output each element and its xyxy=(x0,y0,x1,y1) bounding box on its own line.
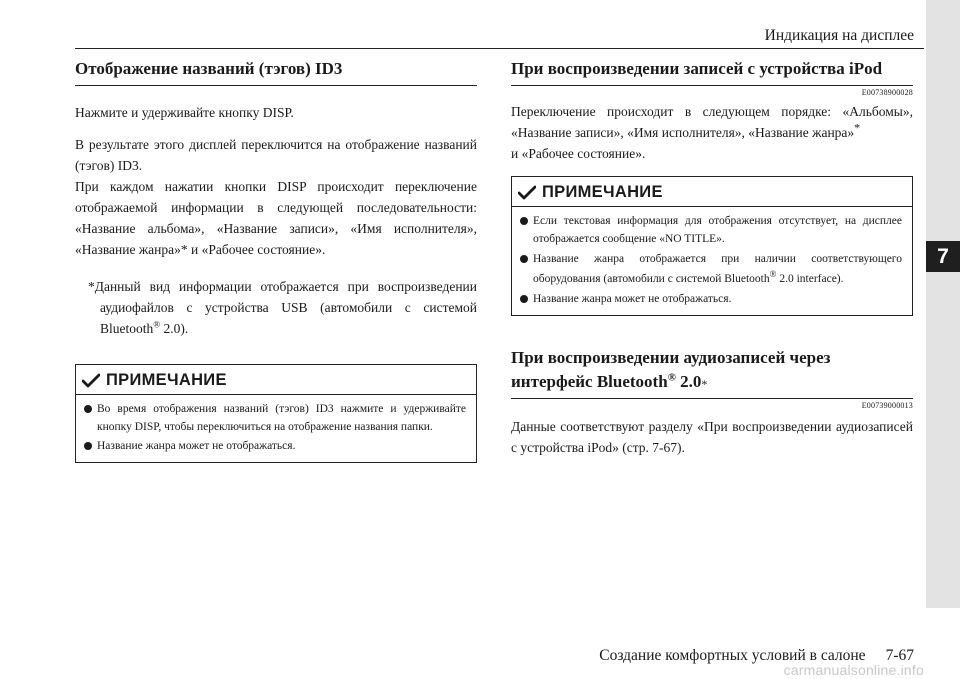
left-paragraph-1: Нажмите и удерживайте кнопку DISP. xyxy=(75,105,294,120)
right-note-box xyxy=(511,176,913,316)
side-strip xyxy=(926,0,960,608)
running-header: Индикация на дисплее xyxy=(764,27,914,44)
footer-section: Создание комфортных условий в салоне xyxy=(599,647,866,664)
left-note-box xyxy=(75,364,477,463)
right-heading-ipod: При воспроизведении записей с устройства iPod xyxy=(511,58,913,86)
right-note-header xyxy=(512,177,912,207)
list-item: Название жанра может не отображаться. xyxy=(520,290,902,308)
left-paragraph-2: В результате этого дисплей переключится на отображение названий (тэгов) ID3. xyxy=(75,137,477,173)
bullet-icon xyxy=(520,295,528,303)
note-check-icon xyxy=(82,373,100,389)
bullet-icon xyxy=(84,442,92,450)
right-paragraph-2: Данные соответствуют разделу «При воспроизведении аудиозаписей с устройства iPod» (стр. 7-67). xyxy=(511,419,913,455)
left-footnote: *Данный вид информации отображается при воспроизведении аудиофайлов с устройства USB (автомобили с системой Bluetooth® 2.0). xyxy=(88,279,477,336)
right-note-body xyxy=(512,207,912,315)
bullet-icon xyxy=(84,405,92,413)
right-column xyxy=(511,58,913,458)
section-code-1: E00738900028 xyxy=(861,88,913,97)
right-paragraph-1: Переключение происходит в следующем порядке: «Альбомы», «Название записи», «Имя исполнителя», «Название жанра»* и «Рабочее состояние». xyxy=(511,104,913,161)
list-item: Название жанра отображается при наличии соответствующего оборудования (автомобили с системой Bluetooth® 2.0 interface). xyxy=(520,249,902,289)
list-item: Если текстовая информация для отображения отсутствует, на дисплее отображается сообщение «NO TITLE». xyxy=(520,212,902,248)
left-note-body xyxy=(76,395,476,462)
left-note-label: ПРИМЕЧАНИЕ xyxy=(106,371,227,389)
header-rule xyxy=(75,48,924,49)
left-note-header xyxy=(76,365,476,395)
right-heading-bluetooth: При воспроизведении аудиозаписей через интерфейс Bluetooth® 2.0* xyxy=(511,346,913,399)
chapter-tab: 7 xyxy=(926,241,960,272)
left-heading: Отображение названий (тэгов) ID3 xyxy=(75,58,477,86)
bullet-icon xyxy=(520,255,528,263)
note-check-icon xyxy=(518,185,536,201)
section-code-2: E00739000013 xyxy=(861,401,913,410)
watermark: carmanualsonline.info xyxy=(783,662,924,678)
list-item: Во время отображения названий (тэгов) ID3 нажмите и удерживайте кнопку DISP, чтобы переключиться на отображение названия папки. xyxy=(84,400,466,436)
list-item: Название жанра может не отображаться. xyxy=(84,437,466,455)
left-column xyxy=(75,58,477,463)
bullet-icon xyxy=(520,217,528,225)
left-paragraph-3: При каждом нажатии кнопки DISP происходит переключение отображаемой информации в следующей последовательности: «Название альбома», «Название записи», «Имя исполнителя», «Название жанра»* и «Рабочее состояние». xyxy=(75,179,477,257)
right-note-label: ПРИМЕЧАНИЕ xyxy=(542,183,663,201)
page-number: 7-67 xyxy=(885,647,914,664)
